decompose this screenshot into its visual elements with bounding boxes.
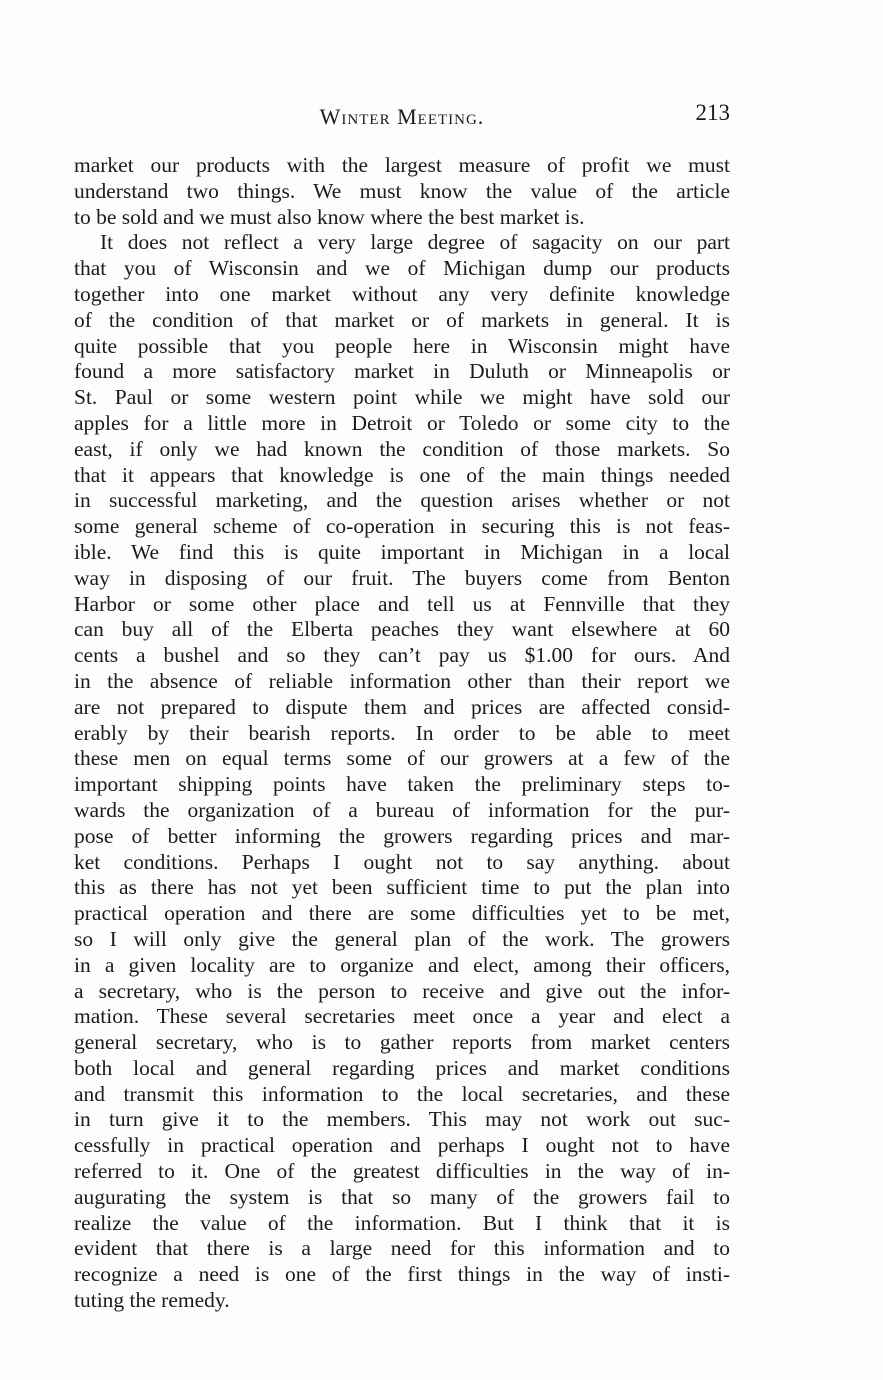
text-line: these men on equal terms some of our growers at a few of the: [74, 746, 730, 771]
text-line: ket conditions. Perhaps I ought not to say anything. about: [74, 849, 730, 874]
text-line: pose of better informing the growers regarding prices and mar-: [74, 823, 730, 848]
text-line: quite possible that you people here in Wisconsin might have: [74, 333, 730, 358]
text-line: mation. These several secretaries meet once a year and elect a: [74, 1004, 730, 1029]
text-line: in turn give it to the members. This may not work out suc-: [74, 1107, 730, 1132]
text-line: in the absence of reliable information other than their report we: [74, 668, 730, 693]
text-line: cents a bushel and so they can’t pay us $1.00 for ours. And: [74, 643, 730, 668]
paragraph-1: [74, 153, 730, 230]
text-line: to be sold and we must also know where the best market is.: [74, 204, 585, 229]
text-line: market our products with the largest measure of profit we must: [74, 153, 730, 177]
text-line: erably by their bearish reports. In order to be able to meet: [74, 720, 730, 745]
text-line: found a more satisfactory market in Duluth or Minneapolis or: [74, 359, 730, 384]
text-line: referred to it. One of the greatest difficulties in the way of in-: [74, 1159, 730, 1184]
text-line: east, if only we had known the condition of those markets. So: [74, 436, 730, 461]
paragraph-2: [74, 230, 730, 1313]
text-line: important shipping points have taken the preliminary steps to-: [74, 772, 730, 797]
text-line: are not prepared to dispute them and prices are affected consid-: [74, 694, 730, 719]
text-line: It does not reflect a very large degree of sagacity on our part: [100, 230, 730, 255]
text-line: that it appears that knowledge is one of the main things needed: [74, 462, 730, 487]
text-line: cessfully in practical operation and perhaps I ought not to have: [74, 1133, 730, 1158]
text-line: together into one market without any very definite knowledge: [74, 281, 730, 306]
text-line: some general scheme of co-operation in securing this is not feas-: [74, 514, 730, 539]
running-title: Winter Meeting.: [319, 104, 485, 129]
text-line: apples for a little more in Detroit or Toledo or some city to the: [74, 410, 730, 435]
text-line: ible. We find this is quite important in Michigan in a local: [74, 539, 730, 564]
text-line: of the condition of that market or of markets in general. It is: [74, 307, 730, 332]
text-line: wards the organization of a bureau of information for the pur-: [74, 797, 730, 822]
text-line: in successful marketing, and the question arises whether or not: [74, 488, 730, 513]
text-line: realize the value of the information. But I think that it is: [74, 1210, 730, 1235]
text-line: that you of Wisconsin and we of Michigan dump our products: [74, 256, 730, 281]
text-line: tuting the remedy.: [74, 1288, 230, 1313]
text-line: evident that there is a large need for this information and to: [74, 1236, 730, 1261]
page-number: 213: [695, 100, 730, 125]
text-line: in a given locality are to organize and elect, among their officers,: [74, 952, 730, 977]
text-line: this as there has not yet been sufficient time to put the plan into: [74, 875, 730, 900]
text-line: way in disposing of our fruit. The buyers come from Benton: [74, 565, 730, 590]
text-line: practical operation and there are some difficulties yet to be met,: [74, 901, 730, 926]
text-line: understand two things. We must know the value of the article: [74, 178, 730, 203]
running-head: [74, 100, 730, 134]
text-line: so I will only give the general plan of the work. The growers: [74, 926, 730, 951]
text-line: augurating the system is that so many of the growers fail to: [74, 1184, 730, 1209]
text-line: Harbor or some other place and tell us at Fennville that they: [74, 591, 730, 616]
body-text: [74, 153, 730, 1314]
text-line: both local and general regarding prices and market conditions: [74, 1055, 730, 1080]
text-line: and transmit this information to the local secretaries, and these: [74, 1081, 730, 1106]
text-line: general secretary, who is to gather reports from market centers: [74, 1030, 730, 1055]
text-line: recognize a need is one of the first things in the way of insti-: [74, 1262, 730, 1287]
text-line: St. Paul or some western point while we might have sold our: [74, 385, 730, 410]
text-line: a secretary, who is the person to receive and give out the infor-: [74, 978, 730, 1003]
text-line: can buy all of the Elberta peaches they want elsewhere at 60: [74, 617, 730, 642]
